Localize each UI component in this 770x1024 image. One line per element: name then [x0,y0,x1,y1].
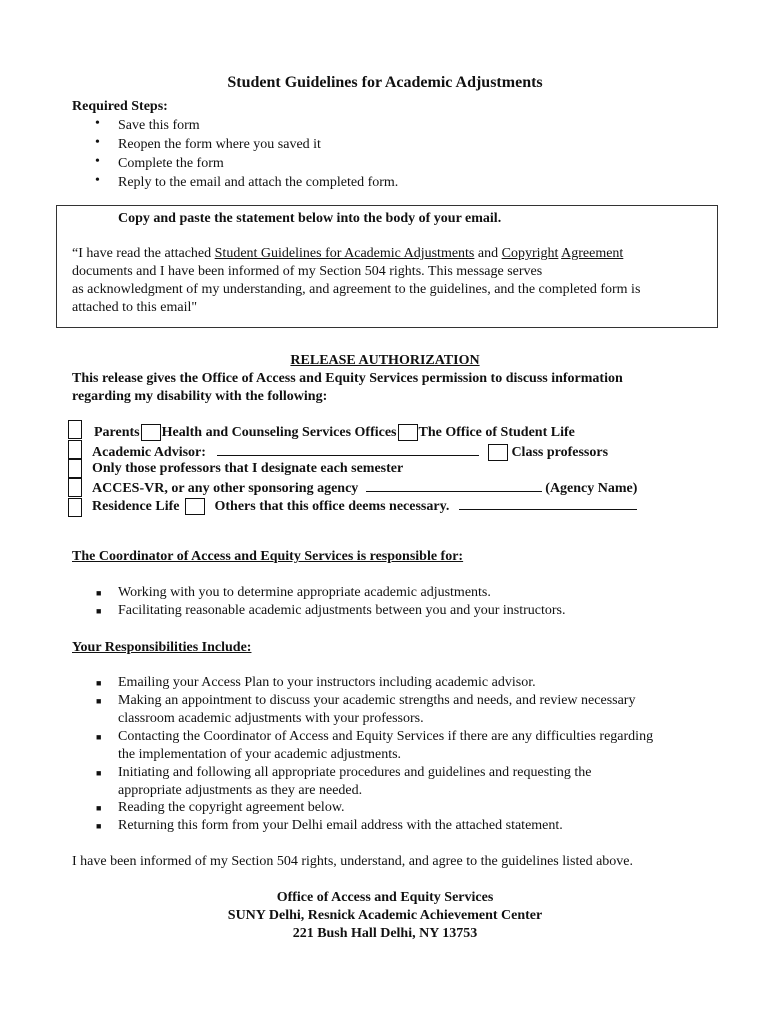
checkbox[interactable] [68,420,82,439]
list-item-continuation: the implementation of your academic adjustments. [118,747,402,762]
acces-vr-label: ACCES-VR, or any other sponsoring agency [92,481,359,496]
required-steps-heading: Required Steps: [72,99,168,114]
health-label: Health and Counseling Services Offices [161,425,397,440]
statement-line-3: as acknowledgment of my understanding, and agreement to the guidelines, and the completed form is [72,282,641,297]
class-professors-label: Class professors [511,445,609,460]
release-line-2: regarding my disability with the following: [72,389,328,404]
bullet-icon: • [95,135,100,150]
page-title: Student Guidelines for Academic Adjustments [227,74,543,91]
checkbox[interactable] [68,459,82,478]
square-bullet-icon: ■ [96,678,102,688]
list-item: Facilitating reasonable academic adjustments between you and your instructors. [118,603,566,618]
release-row-5 [92,496,637,515]
checkbox[interactable] [68,440,82,459]
square-bullet-icon: ■ [96,768,102,778]
student-life-checkbox[interactable] [398,424,418,441]
list-item-continuation: appropriate adjustments as they are needed. [118,783,363,798]
parents-label: Parents [94,425,140,440]
square-bullet-icon: ■ [96,803,102,813]
agency-field[interactable] [366,478,542,492]
acknowledgment-text: I have been informed of my Section 504 rights, understand, and agree to the guidelines listed above. [72,854,634,869]
others-checkbox[interactable] [185,498,205,515]
student-life-label: The Office of Student Life [418,425,575,440]
bullet-icon: • [95,173,100,188]
square-bullet-icon: ■ [96,696,102,706]
statement-line-4: attached to this email" [72,300,198,315]
coordinator-heading: The Coordinator of Access and Equity Services is responsible for: [72,549,464,564]
list-item: Working with you to determine appropriate academic adjustments. [118,585,491,600]
square-bullet-icon: ■ [96,732,102,742]
list-item: Reply to the email and attach the completed form. [118,175,399,190]
agreement-link[interactable]: Agreement [561,246,624,261]
release-row-2 [92,442,608,461]
responsibilities-heading: Your Responsibilities Include: [72,640,252,655]
copyright-link[interactable]: Copyright [501,246,559,261]
advisor-field[interactable] [217,442,479,456]
release-line-1: This release gives the Office of Access and Equity Services permission to discuss information [72,371,623,386]
class-professors-checkbox[interactable] [488,444,508,461]
others-label: Others that this office deems necessary. [214,499,450,514]
list-item: Contacting the Coordinator of Access and Equity Services if there are any difficulties regarding [118,729,654,744]
square-bullet-icon: ■ [96,821,102,831]
square-bullet-icon: ■ [96,606,102,616]
list-item: Emailing your Access Plan to your instructors including academic advisor. [118,675,536,690]
checkbox[interactable] [68,498,82,517]
statement-line-2: documents and I have been informed of my Section 504 rights. This message serves [72,264,543,279]
list-item: Reopen the form where you saved it [118,137,321,152]
list-item: Reading the copyright agreement below. [118,800,345,815]
statement-line-1 [72,245,623,262]
list-item: Complete the form [118,156,224,171]
footer-office: Office of Access and Equity Services [276,890,494,905]
list-item: Making an appointment to discuss your academic strengths and needs, and review necessary [118,693,636,708]
guidelines-link[interactable]: Student Guidelines for Academic Adjustments [214,246,475,261]
statement-text: and [474,246,502,261]
footer-center: SUNY Delhi, Resnick Academic Achievement Center [227,908,543,923]
statement-text: “I have read the attached [72,246,215,261]
list-item: Initiating and following all appropriate procedures and guidelines and requesting the [118,765,592,780]
agency-name-label: (Agency Name) [545,481,638,496]
release-heading: RELEASE AUTHORIZATION [290,353,480,368]
list-item: Save this form [118,118,200,133]
release-row-4 [92,478,637,497]
residence-label: Residence Life [92,499,180,514]
only-professors-label: Only those professors that I designate each semester [92,461,404,476]
others-field[interactable] [459,496,637,510]
bullet-icon: • [95,116,100,131]
advisor-label: Academic Advisor: [92,445,206,460]
statement-instruction: Copy and paste the statement below into the body of your email. [118,211,502,226]
bullet-icon: • [95,154,100,169]
list-item-continuation: classroom academic adjustments with your professors. [118,711,424,726]
square-bullet-icon: ■ [96,588,102,598]
checkbox[interactable] [68,478,82,497]
footer-address: 221 Bush Hall Delhi, NY 13753 [292,926,478,941]
release-row-1 [94,424,575,441]
health-checkbox[interactable] [141,424,161,441]
list-item: Returning this form from your Delhi email address with the attached statement. [118,818,563,833]
